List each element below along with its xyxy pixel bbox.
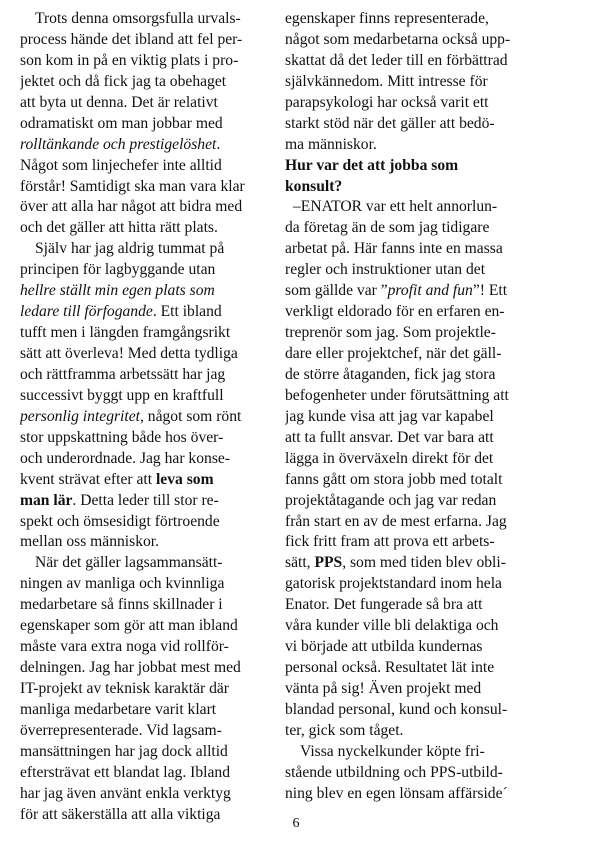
text-segment: –ENATOR var ett helt annorlun- — [293, 198, 498, 216]
text-line — [285, 700, 547, 721]
text-segment: förstår! Samtidigt ska man vara klar — [20, 177, 245, 195]
text-line — [285, 512, 547, 533]
text-segment: och underordnade. Jag har konse- — [20, 449, 231, 467]
text-segment: . Detta leder till stor re- — [72, 491, 219, 509]
text-segment: ningen av manliga och kvinnliga — [20, 575, 225, 593]
text-segment: regler och instruktioner utan det — [285, 261, 486, 279]
right-text-column — [285, 9, 547, 805]
text-segment: de större åtaganden, fick jag stora — [285, 365, 496, 383]
text-segment: fick fritt fram att prova ett arbets- — [285, 533, 495, 551]
text-line — [285, 177, 547, 198]
text-line — [285, 365, 547, 386]
text-line — [20, 72, 278, 93]
text-line — [285, 51, 547, 72]
text-segment: spekt och ömsesidigt förtroende — [20, 512, 220, 530]
text-segment: parapsykologi har också varit ett — [285, 93, 489, 111]
text-line — [20, 114, 278, 135]
bold-text: PPS — [314, 554, 343, 572]
italic-text: ledare till förfogande — [20, 303, 153, 321]
text-segment: Själv har jag aldrig tummat på — [35, 240, 225, 258]
italic-text: personlig integritet, — [20, 407, 144, 425]
text-line — [285, 72, 547, 93]
text-segment: för att säkerställa att alla viktiga — [20, 805, 221, 823]
text-line — [285, 114, 547, 135]
text-line — [20, 700, 278, 721]
text-line — [20, 93, 278, 114]
text-line — [285, 407, 547, 428]
text-line — [20, 784, 278, 805]
text-line — [20, 239, 278, 260]
text-segment: Enator. Det fungerade så bra att — [285, 596, 483, 614]
text-line — [285, 595, 547, 616]
text-line — [20, 742, 278, 763]
text-line — [20, 30, 278, 51]
text-segment: mellan oss människor. — [20, 533, 160, 551]
text-segment: arbetat på. Här fanns inte en massa — [285, 240, 503, 258]
text-segment: . Ett ibland — [152, 303, 222, 321]
text-segment: befogenheter under förutsättning att — [285, 386, 509, 404]
text-line — [20, 323, 278, 344]
left-text-column — [20, 9, 278, 826]
text-line — [285, 260, 547, 281]
text-segment: principen för lagbyggande utan — [20, 261, 216, 279]
text-line — [285, 449, 547, 470]
text-segment: delningen. Jag har jobbat mest med — [20, 659, 241, 677]
text-line — [20, 491, 278, 512]
text-line — [20, 156, 278, 177]
text-line — [285, 428, 547, 449]
text-line — [285, 302, 547, 323]
text-line — [285, 281, 547, 302]
text-line — [20, 365, 278, 386]
text-segment: blandad personal, kund och konsul- — [285, 700, 508, 718]
text-line — [285, 721, 547, 742]
text-segment: fanns gått om stora jobb med totalt — [285, 470, 503, 488]
text-line — [20, 721, 278, 742]
text-segment: successivt byggt upp en kraftfull — [20, 386, 224, 404]
text-line — [285, 784, 547, 805]
bold-text: leva som — [155, 470, 214, 488]
text-line — [285, 658, 547, 679]
text-line — [285, 344, 547, 365]
text-segment: överrepresenterade. Vid lagsam- — [20, 721, 222, 739]
text-line — [20, 574, 278, 595]
text-segment: något som medarbetarna också upp- — [285, 30, 511, 48]
text-segment: och det gäller att hitta rätt plats. — [20, 219, 218, 237]
text-line — [285, 763, 547, 784]
text-line — [285, 742, 547, 763]
text-segment: och rättframma arbetssätt har jag — [20, 365, 226, 383]
text-segment: jag kunde visa att jag var kapabel — [285, 407, 494, 425]
text-segment: , som med tiden blev obli- — [342, 554, 506, 572]
page-number: 6 — [292, 816, 300, 831]
text-segment: dare eller projektchef, när det gäll- — [285, 345, 502, 362]
text-segment: IT-projekt av teknisk karaktär där — [20, 680, 229, 697]
text-segment: När det gäller lagsammansätt- — [35, 554, 223, 572]
text-segment: självkännedom. Mitt intresse för — [285, 72, 488, 90]
text-segment: manliga medarbetare varit klart — [20, 700, 217, 718]
text-line — [20, 177, 278, 198]
text-segment: sätt, — [285, 554, 315, 572]
text-segment: över att alla har något att bidra med — [20, 198, 243, 216]
text-line — [20, 344, 278, 365]
text-line — [20, 637, 278, 658]
text-segment: son kom in på en viktig plats i pro- — [20, 51, 239, 69]
text-segment: som gällde var ” — [285, 282, 388, 300]
text-line — [285, 532, 547, 553]
text-segment: starkt stöd när det gäller att bedö- — [285, 114, 495, 132]
text-line — [285, 239, 547, 260]
text-line — [20, 9, 278, 30]
text-segment: vi började att utbilda kundernas — [285, 638, 483, 656]
text-segment: ning blev en egen lönsam affärside´ — [285, 784, 508, 802]
text-line — [20, 428, 278, 449]
text-segment: ma människor. — [285, 135, 377, 153]
text-line — [20, 512, 278, 533]
text-segment: tufft men i längden framgångsrikt — [20, 324, 231, 342]
text-line — [20, 658, 278, 679]
text-segment: gatorisk projektstandard inom hela — [285, 575, 502, 593]
text-segment: treprenör som jag. Som projektle- — [285, 324, 496, 342]
text-segment: egenskaper som gör att man ibland — [20, 617, 238, 635]
text-segment: verkligt eldorado för en erfaren en- — [285, 303, 505, 321]
text-line — [285, 616, 547, 637]
text-segment: vänta på sig! Även projekt med — [285, 680, 482, 697]
text-line — [20, 679, 278, 700]
text-line — [20, 197, 278, 218]
italic-text: rolltänkande och prestigelöshet — [20, 135, 217, 153]
text-line — [285, 197, 547, 218]
text-segment: eftersträvat ett blandat lag. Ibland — [20, 763, 230, 781]
text-line — [20, 595, 278, 616]
text-line — [20, 616, 278, 637]
text-segment: ”! Ett — [472, 282, 508, 300]
text-line — [285, 135, 547, 156]
text-segment: egenskaper finns representerade, — [285, 10, 489, 27]
text-segment: personal också. Resultatet lät inte — [285, 659, 495, 677]
text-segment: Vissa nyckelkunder köpte fri- — [300, 742, 485, 760]
text-line — [20, 51, 278, 72]
text-line — [285, 30, 547, 51]
text-segment: stor uppskattning både hos över- — [20, 428, 224, 446]
text-line — [285, 323, 547, 344]
text-line — [20, 449, 278, 470]
text-segment: projektåtagande och jag var redan — [285, 491, 497, 509]
text-line — [20, 260, 278, 281]
text-segment: odramatiskt om man jobbar med — [20, 114, 223, 132]
text-line — [20, 281, 278, 302]
text-segment: lägga in överväxeln direkt för det — [285, 449, 494, 467]
text-segment: . — [216, 135, 221, 153]
text-line — [285, 637, 547, 658]
text-segment: skattat då det leder till en förbättrad — [285, 51, 508, 69]
text-segment: något som rönt — [143, 407, 242, 425]
text-segment: måste vara extra noga vid rollför- — [20, 638, 229, 656]
text-line — [285, 386, 547, 407]
text-line — [20, 218, 278, 239]
italic-text: hellre ställt min egen plats som — [20, 282, 215, 300]
bold-text: man lär — [20, 491, 73, 509]
text-line — [20, 763, 278, 784]
text-segment: har jag även använt enkla verktyg — [20, 784, 231, 802]
text-line — [285, 470, 547, 491]
text-segment: Något som linjechefer inte alltid — [20, 156, 222, 174]
italic-text: profit and fun — [387, 282, 473, 300]
text-line — [285, 93, 547, 114]
text-segment: från start en av de mest erfarna. Jag — [285, 512, 507, 530]
text-line — [285, 553, 547, 574]
text-line — [20, 532, 278, 553]
text-segment: att byta ut denna. Det är relativt — [20, 93, 218, 111]
text-segment: medarbetare så finns skillnader i — [20, 596, 223, 614]
text-line — [20, 302, 278, 323]
text-segment: kvent strävat efter att — [20, 470, 156, 488]
text-line — [20, 553, 278, 574]
text-line — [285, 9, 547, 30]
text-line — [285, 156, 547, 177]
text-line — [285, 218, 547, 239]
text-line — [20, 470, 278, 491]
text-segment: våra kunder ville bli delaktiga och — [285, 617, 499, 635]
text-line — [20, 135, 278, 156]
text-segment: stående utbildning och PPS-utbild- — [285, 763, 503, 781]
text-line — [285, 574, 547, 595]
text-segment: da företag än de som jag tidigare — [285, 219, 490, 237]
text-segment: sätt att överleva! Med detta tydliga — [20, 345, 238, 362]
text-segment: jektet och då fick jag ta obehaget — [20, 72, 227, 90]
text-line — [20, 386, 278, 407]
text-segment: att ta fullt ansvar. Det var bara att — [285, 428, 494, 446]
text-line — [285, 679, 547, 700]
text-segment: ter, gick som tåget. — [285, 721, 404, 739]
text-segment: process hände det ibland att fel per- — [20, 30, 243, 48]
bold-text: Hur var det att jobba som — [285, 156, 459, 174]
text-segment: mansättningen har jag dock alltid — [20, 742, 228, 760]
text-segment: Trots denna omsorgsfulla urvals- — [35, 10, 241, 27]
text-line — [285, 491, 547, 512]
text-line — [20, 407, 278, 428]
bold-text: konsult? — [285, 177, 343, 195]
